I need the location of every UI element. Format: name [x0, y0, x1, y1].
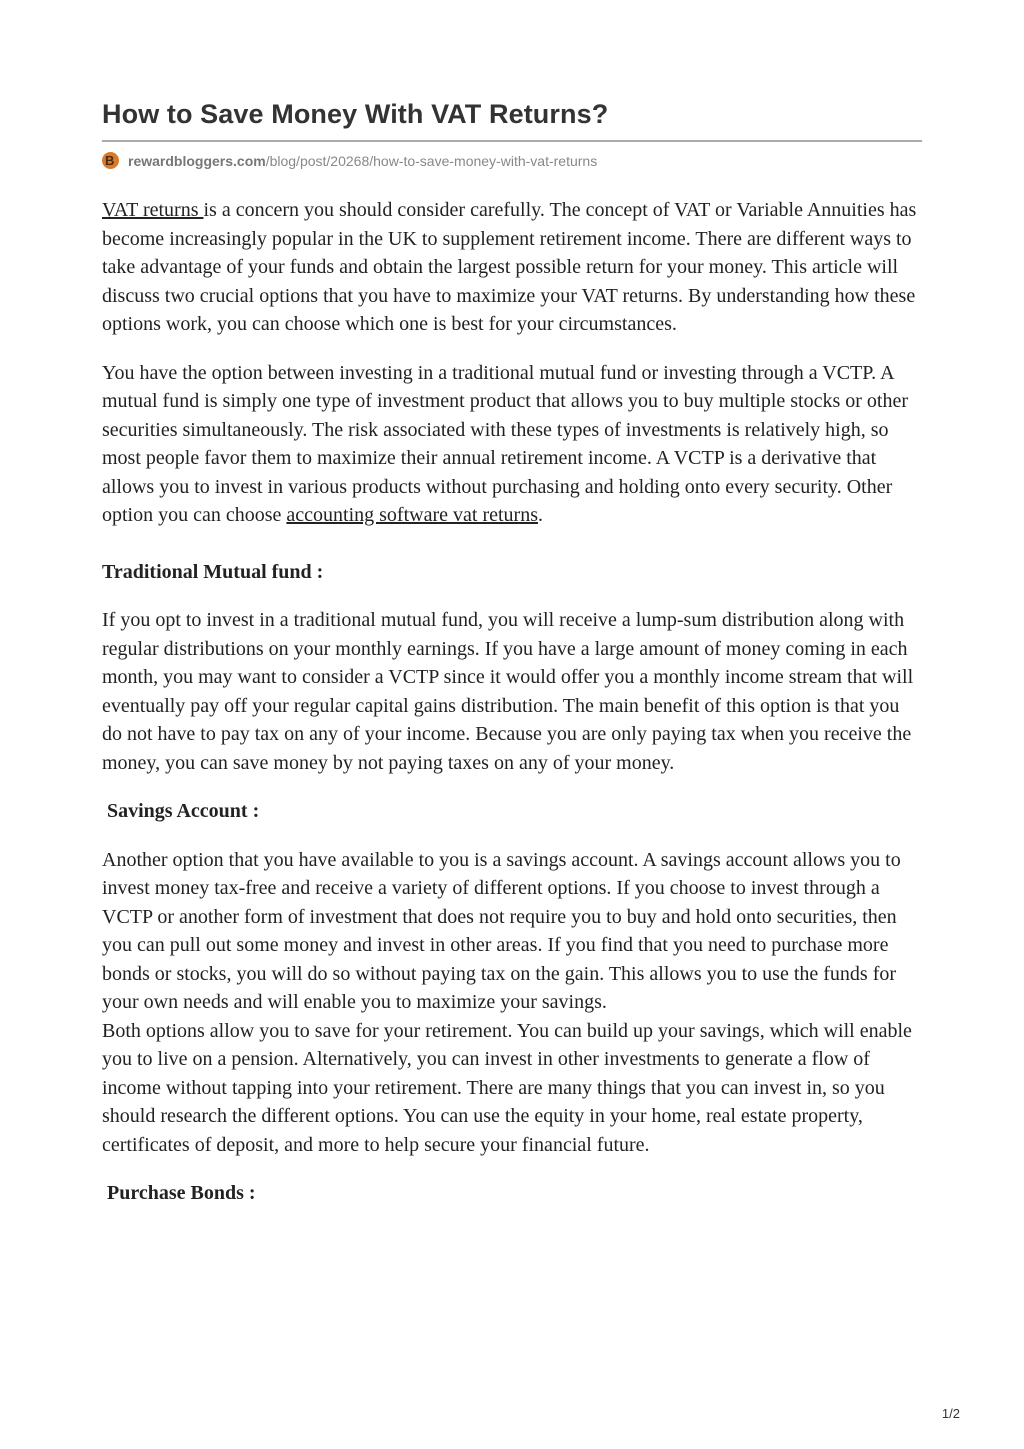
article — [102, 92, 922, 1208]
paragraph-savings-account: Another option that you have available to you is a savings account. A savings account allows you to invest money tax-free and receive a variety of different options. If you choose to invest through a VCTP or another form of investment that does not require you to buy and hold onto securities, then you can pull out some money and invest in other areas. If you find that you need to purchase more bonds or stocks, you will do so without paying tax on the gain. This allows you to use the funds for your own needs and will enable you to maximize your savings. — [102, 848, 901, 1013]
title-divider — [102, 140, 922, 142]
article-title: How to Save Money With VAT Returns? — [102, 99, 609, 129]
vat-returns-link[interactable]: VAT returns — [102, 199, 204, 221]
article-body — [102, 196, 922, 1208]
source-domain-link[interactable]: rewardbloggers.com — [128, 153, 266, 169]
page-number: 1/2 — [941, 1406, 960, 1421]
paragraph-options: You have the option between investing in a traditional mutual fund or investing through a VCTP. A mutual fund is simply one type of investment product that allows you to buy multiple stocks or other securities simultaneously. The risk associated with these types of investments is relatively high, so most people favor them to maximize their annual retirement income. A VCTP is a derivative that allows you to invest in various products without purchasing and holding onto every security. Other option you can choose accounting software vat returns. — [102, 361, 909, 526]
paragraph-mutual-fund: If you opt to invest in a traditional mutual fund, you will receive a lump-sum distribution along with regular distributions on your monthly earnings. If you have a large amount of money coming in each month, you may want to consider a VCTP since it would offer you a monthly income stream that will eventually pay off your regular capital gains distribution. The main benefit of this option is that you do not have to pay tax on any of your income. Because you are only paying tax when you receive the money, you can save money by not paying taxes on any of your money. — [102, 609, 914, 774]
source-path: /blog/post/20268/how-to-save-money-with-vat-returns — [265, 153, 598, 169]
paragraph-intro: VAT returns is a concern you should consider carefully. The concept of VAT or Variable Annuities has become increasingly popular in the UK to supplement retirement income. There are different ways to take advantage of your funds and obtain the largest possible return for your money. This article will discuss two crucial options that you have to maximize your VAT returns. By understanding how these options work, you can choose which one is best for your circumstances. — [102, 199, 917, 335]
paragraph-both-options: Both options allow you to save for your retirement. You can build up your savings, which will enable you to live on a pension. Alternatively, you can invest in other investments to generate a flow of income without tapping into your retirement. There are many things that you can invest in, so you should research the different options. You can use the equity in your home, real estate property, certificates of deposit, and more to help secure your financial future. — [102, 1019, 912, 1156]
heading-traditional-mutual-fund: Traditional Mutual fund : — [102, 560, 324, 583]
accounting-software-link[interactable]: accounting software vat returns — [286, 504, 538, 526]
source-line — [102, 151, 922, 171]
heading-purchase-bonds: Purchase Bonds : — [107, 1182, 256, 1204]
heading-savings-account: Savings Account : — [107, 800, 260, 822]
blog-favicon-icon: B — [102, 151, 122, 171]
